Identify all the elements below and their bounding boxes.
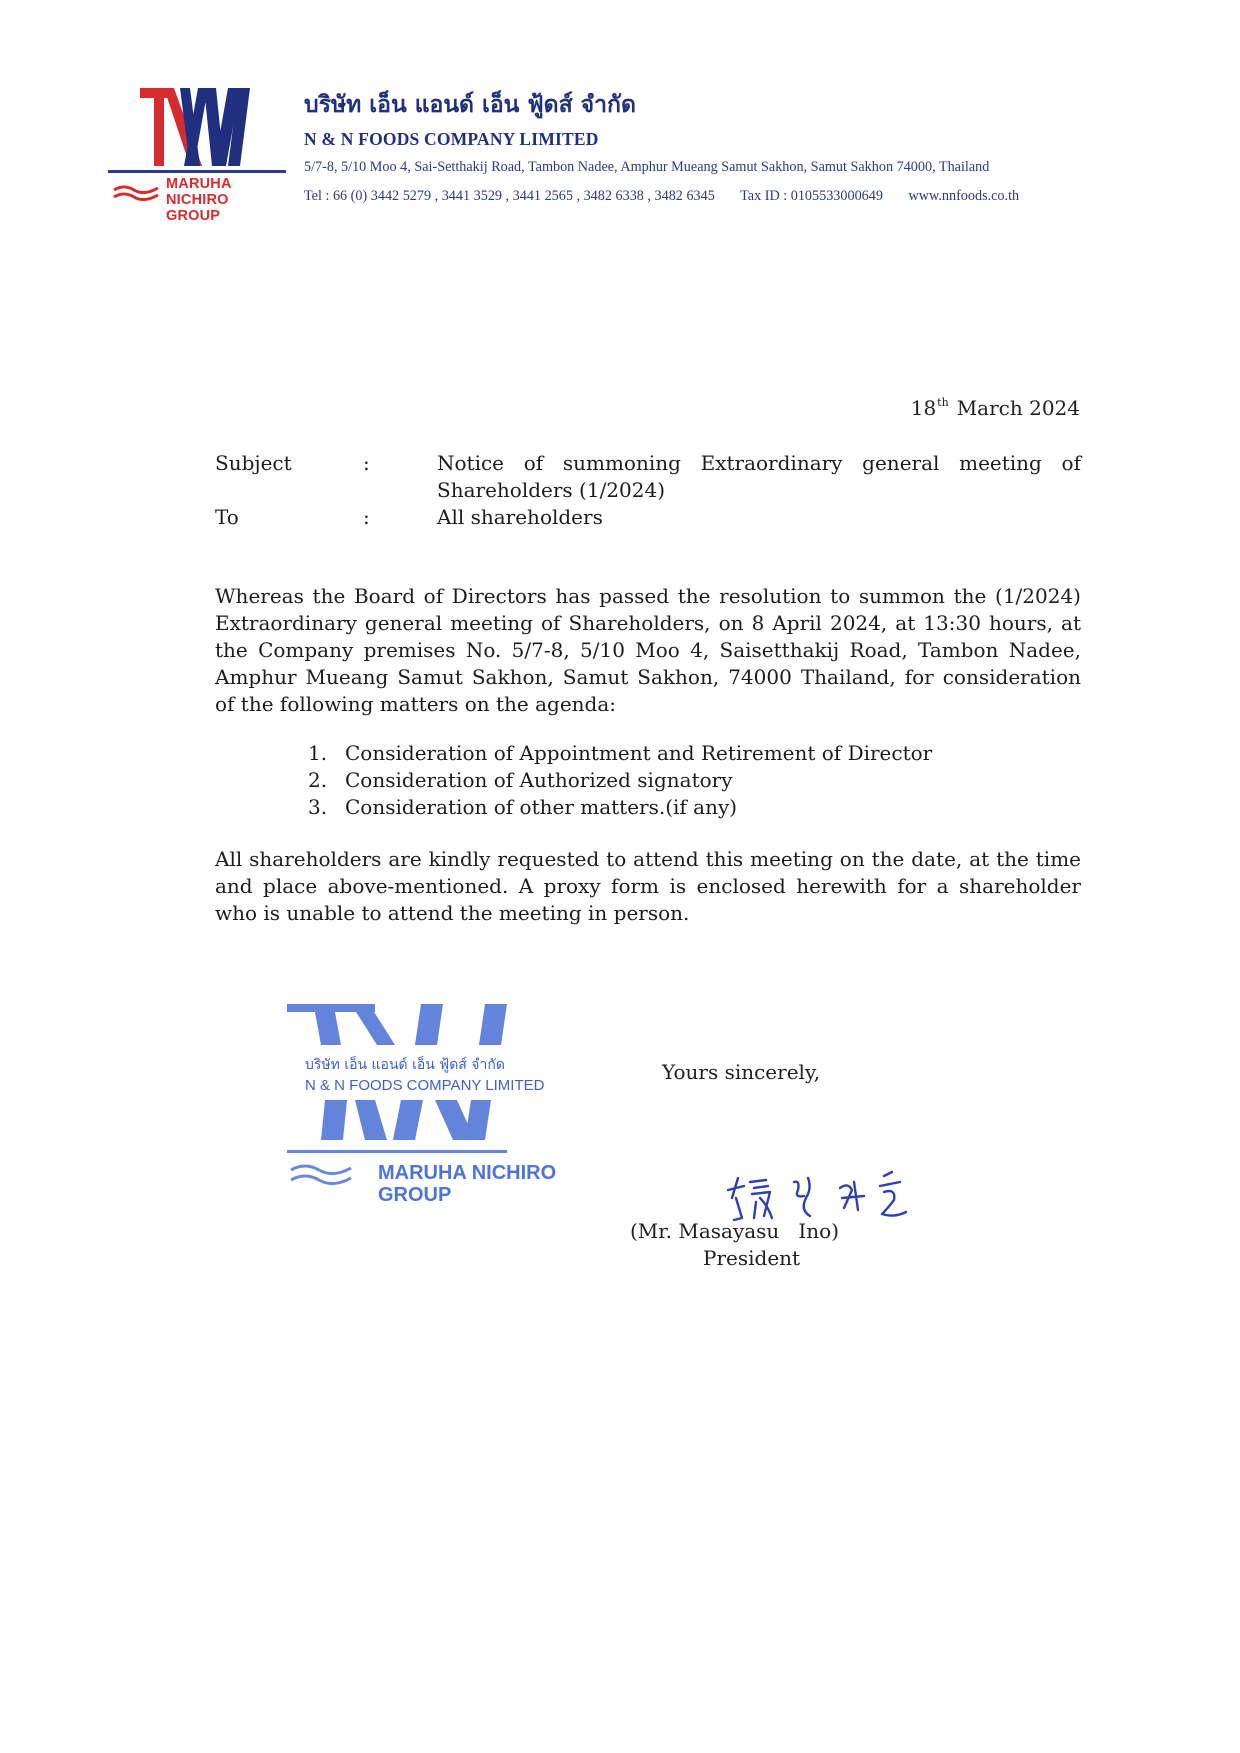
to-row: [215, 504, 1081, 531]
company-logo-icon: [140, 88, 255, 166]
logo-group-text: [166, 176, 292, 224]
company-name-thai: บริษัท เอ็น แอนด์ เอ็น ฟู้ดส์ จำกัด: [304, 92, 636, 118]
logo-group-line1: MARUHA NICHIRO: [166, 176, 232, 208]
agenda-item-text: Consideration of other matters.(if any): [345, 795, 738, 819]
company-tax-id: Tax ID : 0105533000649: [740, 188, 883, 204]
wave-icon: [112, 184, 160, 202]
letter-date: [911, 396, 1080, 420]
subject-value: Notice of summoning Extraordinary general meeting of Shareholders (1/2024): [437, 451, 1081, 502]
body-paragraph-1: Whereas the Board of Directors has passed the resolution to summon the (1/2024) Extraordinary general meeting of Shareholders, on 8 April 2024, at 13:30 hours, at the Company premises No. 5/7-8, 5/10 Moo 4, Saisetthakij Road, Tambon Nadee, Amphur Mueang Samut Sakhon, Samut Sakhon, 74000 Thailand, for consideration of the following matters on the agenda:: [215, 584, 1081, 716]
closing-salutation: Yours sincerely,: [662, 1060, 820, 1084]
letterhead: [0, 0, 1240, 240]
company-address: 5/7-8, 5/10 Moo 4, Sai-Setthakij Road, Tambon Nadee, Amphur Mueang Samut Sakhon, Samut Sakhon 74000, Thailand: [304, 159, 990, 175]
stamp-group-text: [378, 1162, 556, 1206]
subject-row: [215, 450, 1081, 504]
agenda-item-number: 3.: [308, 795, 328, 819]
to-colon: :: [363, 505, 370, 529]
company-contact: [304, 188, 1041, 205]
agenda-item-text: Consideration of Appointment and Retirement of Director: [345, 741, 933, 765]
to-label: To: [215, 505, 239, 529]
agenda-item: [300, 794, 932, 821]
logo-group-line2: GROUP: [166, 208, 221, 224]
logo-group-badge: [112, 176, 292, 224]
signer-name: (Mr. Masayasu Ino): [630, 1219, 840, 1243]
stamp-company-thai: บริษัท เอ็น แอนด์ เอ็น ฟู้ดส์ จำกัด: [305, 1057, 505, 1073]
company-name-en: N & N FOODS COMPANY LIMITED: [304, 129, 599, 149]
company-phone: Tel : 66 (0) 3442 5279 , 3441 3529 , 3441 2565 , 3482 6338 , 3482 6345: [304, 188, 715, 204]
subject-colon: :: [363, 451, 370, 475]
company-website: www.nnfoods.co.th: [908, 188, 1020, 204]
body-paragraph-2: All shareholders are kindly requested to attend this meeting on the date, at the time and place above-mentioned. A proxy form is enclosed herewith for a shareholder who is unable to attend the meeting in person.: [215, 847, 1081, 925]
date-month-year: March 2024: [956, 396, 1080, 420]
agenda-item-number: 1.: [308, 741, 328, 765]
stamp-company-en: N & N FOODS COMPANY LIMITED: [305, 1077, 545, 1094]
to-value: All shareholders: [437, 505, 603, 529]
agenda-item-number: 2.: [308, 768, 328, 792]
logo-divider: [108, 170, 286, 173]
stamp-group-line2: GROUP: [378, 1184, 452, 1206]
agenda-list: [300, 740, 932, 821]
agenda-item-text: Consideration of Authorized signatory: [345, 768, 733, 792]
letter-meta: [215, 450, 1081, 531]
subject-label: Subject: [215, 451, 292, 475]
stamp-group-line1: MARUHA NICHIRO: [378, 1162, 557, 1184]
signer-title: President: [703, 1246, 801, 1270]
agenda-item: [300, 740, 932, 767]
date-day: 18: [910, 396, 937, 420]
date-suffix: th: [937, 396, 949, 409]
agenda-item: [300, 767, 932, 794]
